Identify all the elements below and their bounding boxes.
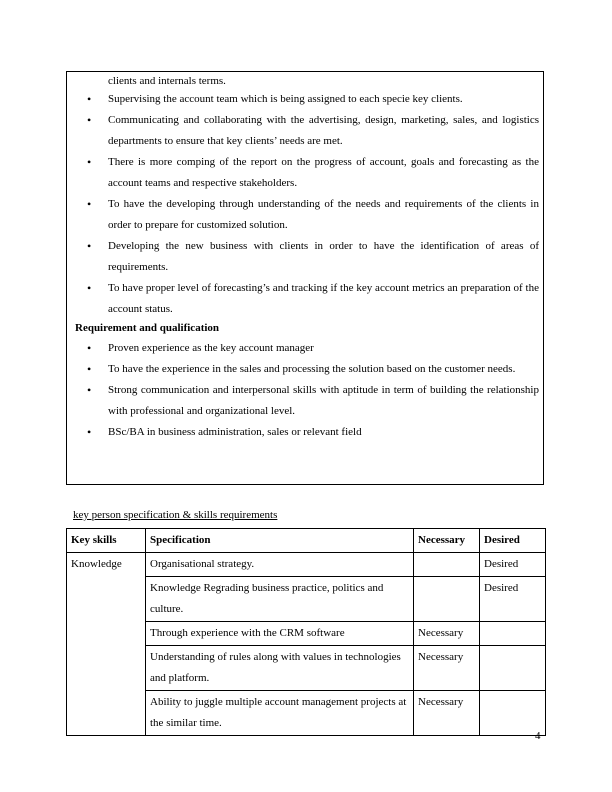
page-number: 4 bbox=[535, 730, 541, 742]
spec-cell: Knowledge Regrading business practice, politics and culture. bbox=[146, 577, 414, 622]
table-row bbox=[67, 553, 546, 577]
header-desired: Desired bbox=[480, 529, 546, 553]
spec-cell: Through experience with the CRM software bbox=[146, 622, 414, 646]
group-label: Knowledge bbox=[67, 553, 146, 736]
header-necessary: Necessary bbox=[414, 529, 480, 553]
necessary-cell bbox=[414, 553, 480, 577]
header-specification: Specification bbox=[146, 529, 414, 553]
header-key-skills: Key skills bbox=[67, 529, 146, 553]
spec-cell: Ability to juggle multiple account management projects at the similar time. bbox=[146, 691, 414, 736]
table-header-row bbox=[67, 529, 546, 553]
necessary-cell bbox=[414, 577, 480, 622]
requirements-list bbox=[67, 338, 543, 443]
list-item: • To have the experience in the sales and processing the solution based on the customer needs. bbox=[67, 359, 543, 380]
list-item: • Communicating and collaborating with the advertising, design, marketing, sales, and logistics departments to ensure that key clients’ needs are met. bbox=[67, 110, 543, 152]
desired-cell bbox=[480, 646, 546, 691]
list-item: • Supervising the account team which is being assigned to each specie key clients. bbox=[67, 89, 543, 110]
responsibilities-list bbox=[67, 89, 543, 320]
list-item: • To have proper level of forecasting’s and tracking if the key account metrics an preparation of the account status. bbox=[67, 278, 543, 320]
desired-cell: Desired bbox=[480, 553, 546, 577]
list-item: • Strong communication and interpersonal skills with aptitude in term of building the relationship with professional and organizational level. bbox=[67, 380, 543, 422]
desired-cell: Desired bbox=[480, 577, 546, 622]
spec-cell: Organisational strategy. bbox=[146, 553, 414, 577]
list-item: • Developing the new business with clients in order to have the identification of areas of requirements. bbox=[67, 236, 543, 278]
list-item: • Proven experience as the key account manager bbox=[67, 338, 543, 359]
table-title: key person specification & skills requirements bbox=[73, 509, 278, 521]
requirements-heading: Requirement and qualification bbox=[75, 322, 220, 334]
list-item: • There is more comping of the report on the progress of account, goals and forecasting as the account teams and respective stakeholders. bbox=[67, 152, 543, 194]
necessary-cell: Necessary bbox=[414, 691, 480, 736]
necessary-cell: Necessary bbox=[414, 646, 480, 691]
list-item: • BSc/BA in business administration, sales or relevant field bbox=[67, 422, 543, 443]
spec-cell: Understanding of rules along with values in technologies and platform. bbox=[146, 646, 414, 691]
continuation-line: clients and internals terms. bbox=[108, 75, 226, 87]
job-description-box bbox=[66, 71, 544, 485]
skills-table bbox=[66, 528, 546, 736]
necessary-cell: Necessary bbox=[414, 622, 480, 646]
desired-cell bbox=[480, 622, 546, 646]
list-item: • To have the developing through understanding of the needs and requirements of the clients in order to prepare for customized solution. bbox=[67, 194, 543, 236]
